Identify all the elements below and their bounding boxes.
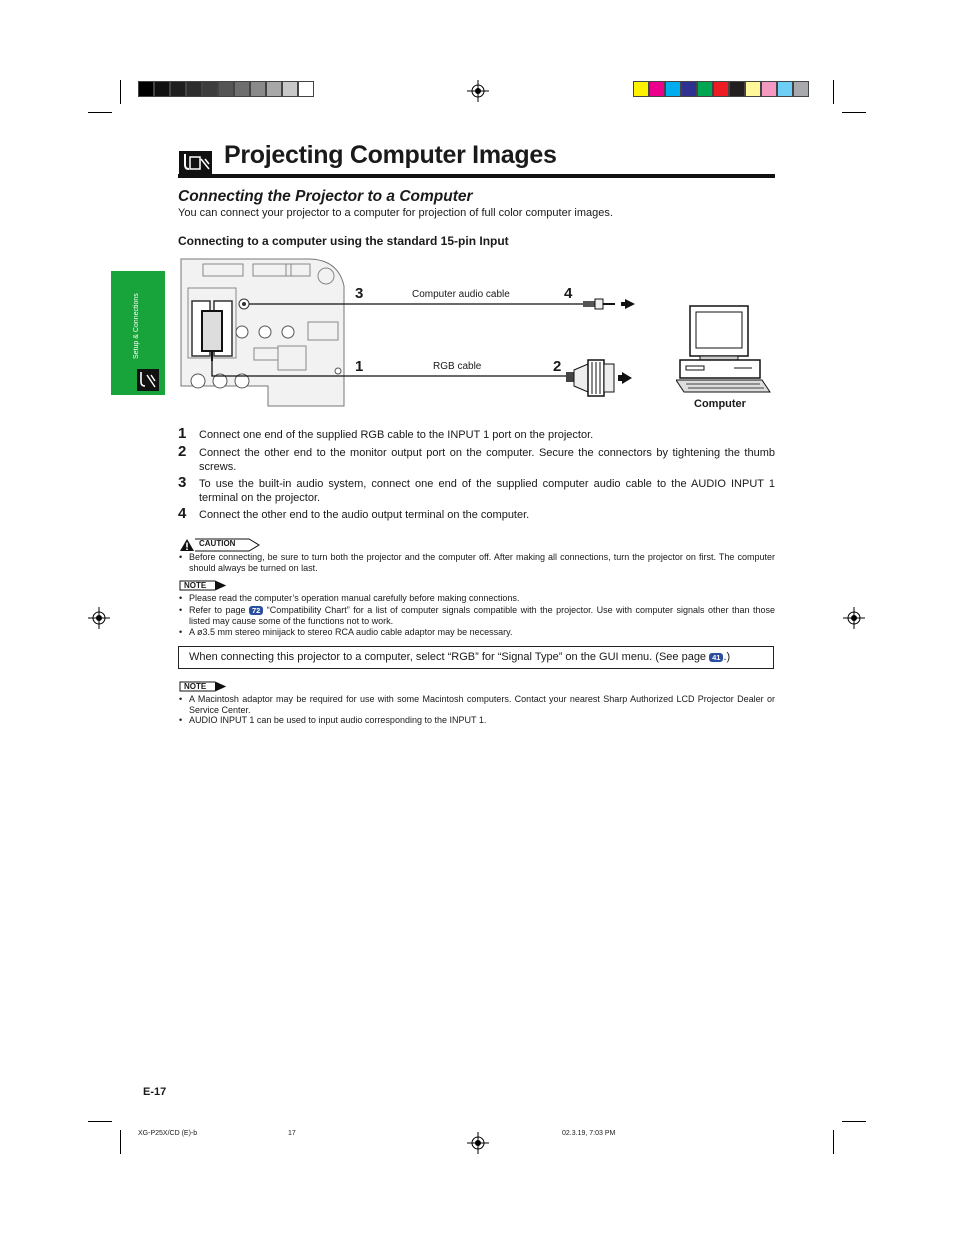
note-text: Please read the computer’s operation manual carefully before making connections. [189, 593, 520, 603]
diagram-step-3: 3 [355, 285, 364, 302]
footer-timestamp: 02.3.19, 7:03 PM [562, 1130, 616, 1137]
color-swatch [266, 81, 282, 97]
color-swatch [282, 81, 298, 97]
footer-sheet: 17 [288, 1130, 296, 1137]
step-text: To use the built-in audio system, connect one end of the supplied computer audio cable to the AUDIO INPUT 1 terminal on the projector. [199, 478, 775, 504]
note-label: NOTE [184, 581, 207, 590]
info-box [178, 646, 774, 669]
color-swatch [170, 81, 186, 97]
side-tab-label: Setup & Connections [133, 293, 140, 359]
bullet-dot: • [179, 552, 183, 562]
registration-mark-icon [843, 607, 865, 629]
step-number: 1 [178, 425, 187, 442]
diagram-step-1: 1 [355, 358, 364, 375]
title-divider [178, 174, 775, 178]
note-text: A Macintosh adaptor may be required for use with some Macintosh computers. Contact your nearest Sharp Authorized LCD Projector Dealer or Service Center. [189, 694, 775, 715]
color-swatch [186, 81, 202, 97]
color-swatch [138, 81, 154, 97]
note-text-post: “Compatibility Chart” for a list of computer signals compatible with the projector. Use with computer signals other than those listed may cause some of the functions not to work. [189, 605, 775, 626]
registration-mark-icon [467, 1132, 489, 1154]
bullet-dot: • [179, 605, 183, 615]
footer-file: XG-P25X/CD (E)-b [138, 1130, 198, 1137]
audio-plug-icon [583, 296, 639, 312]
color-swatch [681, 81, 697, 97]
color-swatch [298, 81, 314, 97]
step-number: 4 [178, 505, 187, 522]
section-icon [137, 369, 159, 391]
color-swatch [202, 81, 218, 97]
step-text: Connect the other end to the audio output terminal on the computer. [199, 509, 530, 521]
color-swatch [234, 81, 250, 97]
diagram-step-4: 4 [564, 285, 573, 302]
bullet-dot: • [179, 593, 183, 603]
page-title: Projecting Computer Images [224, 141, 557, 169]
sub-heading: Connecting to a computer using the standard 15-pin Input [178, 234, 509, 248]
connection-diagram [178, 256, 778, 416]
registration-mark-icon [467, 80, 489, 102]
color-swatch [761, 81, 777, 97]
caution-text: Before connecting, be sure to turn both the projector and the computer off. After making all connections, turn the projector on first. The computer should always be turned on last. [189, 552, 775, 573]
audio-cable-label: Computer audio cable [412, 289, 510, 300]
step-text: Connect one end of the supplied RGB cable to the INPUT 1 port on the projector. [199, 429, 594, 441]
color-swatch [777, 81, 793, 97]
color-swatch [665, 81, 681, 97]
color-swatch [649, 81, 665, 97]
info-box-close: .) [723, 651, 731, 663]
note-text: A ø3.5 mm stereo minijack to stereo RCA audio cable adaptor may be necessary. [189, 627, 513, 637]
color-swatch [745, 81, 761, 97]
bullet-dot: • [179, 694, 183, 704]
rgb-cable-label: RGB cable [433, 361, 482, 372]
color-swatch [793, 81, 809, 97]
page-number: E-17 [143, 1086, 167, 1098]
step-number: 2 [178, 443, 187, 460]
color-swatch [154, 81, 170, 97]
page-reference-link[interactable]: 41 [709, 653, 723, 662]
color-swatch [729, 81, 745, 97]
side-tab [111, 271, 165, 395]
color-swatch-bar [633, 81, 809, 97]
gray-swatch-bar [138, 81, 314, 97]
note-text: AUDIO INPUT 1 can be used to input audio corresponding to the INPUT 1. [189, 715, 487, 725]
color-swatch [633, 81, 649, 97]
step-text: Connect the other end to the monitor output port on the computer. Secure the connectors by tightening the thumb screws. [199, 447, 775, 473]
intro-text: You can connect your projector to a computer for projection of full color computer images. [178, 207, 613, 219]
note-text [189, 605, 775, 627]
computer-connection-icon [179, 151, 212, 174]
note-label: NOTE [184, 682, 207, 691]
diagram-step-2: 2 [553, 358, 562, 375]
section-heading: Connecting the Projector to a Computer [178, 188, 473, 205]
step-number: 3 [178, 474, 187, 491]
color-swatch [697, 81, 713, 97]
computer-label: Computer [694, 398, 746, 410]
rgb-connector-icon [566, 356, 638, 400]
color-swatch [218, 81, 234, 97]
computer-icon [676, 304, 772, 396]
note-text-pre: Refer to page [189, 605, 246, 615]
color-swatch [713, 81, 729, 97]
caution-label: CAUTION [199, 539, 236, 548]
bullet-dot: • [179, 715, 183, 725]
bullet-dot: • [179, 627, 183, 637]
page-reference-link[interactable]: 72 [249, 606, 263, 615]
registration-mark-icon [88, 607, 110, 629]
color-swatch [250, 81, 266, 97]
info-box-text: When connecting this projector to a computer, select “RGB” for “Signal Type” on the GUI menu. (See page [189, 651, 707, 663]
